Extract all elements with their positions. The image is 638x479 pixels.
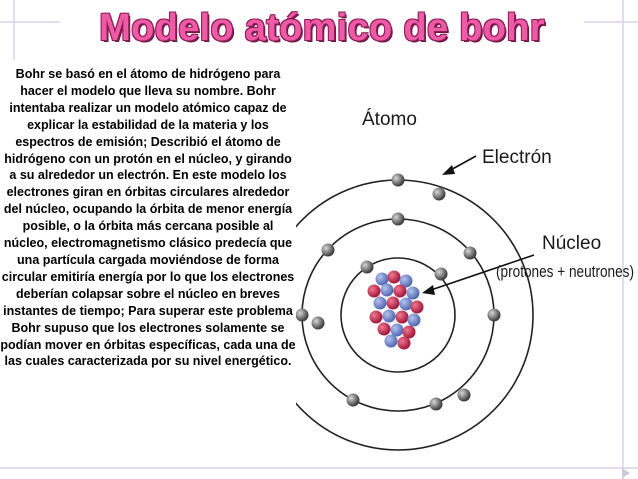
nucleus-sublabel: (protones + neutrones)	[496, 262, 634, 281]
electron	[361, 261, 374, 274]
electron	[433, 188, 446, 201]
slide-title: Modelo atómico de bohr	[99, 7, 545, 49]
nucleus	[368, 271, 424, 350]
slide-body-text: Bohr se basó en el átomo de hidrógeno para hacer el modelo que lleva su nombre. Bohr intentaba realizar un modelo atómico capaz de explicar la estabilidad de la materia y los espectros de emisión; Describió el átomo de hidrógeno con un protón en el núcleo, y girando a su alrededor un electrón. En este modelo los electrones giran en órbitas circulares alrededor del núcleo, ocupando la órbita de menor energía posible, o la órbita más cercana posible al núcleo, electromagnetismo clásico predecía que una partícula cargada moviéndose de forma circular emitiría energía por lo que los electrones deberían colapsar sobre el núcleo en breves instantes de tiempo; Para superar este problema Bohr supuso que los electrones solamente se podían mover en órbitas específicas, cada una de las cuales caracterizada por su nivel energético.	[0, 67, 296, 369]
electron-label: Electrón	[482, 147, 552, 168]
slide-next-arrow-icon	[622, 468, 630, 478]
electron	[347, 394, 360, 407]
electron	[312, 317, 325, 330]
electron	[322, 244, 335, 257]
electron-pointer-arrow	[442, 156, 476, 175]
electron	[464, 247, 477, 260]
electron	[392, 174, 405, 187]
electron	[430, 398, 443, 411]
atom-label: Átomo	[362, 109, 417, 130]
electron	[488, 309, 501, 322]
electron	[392, 213, 405, 226]
electron	[296, 309, 309, 322]
bohr-atom-diagram	[296, 95, 638, 455]
nucleus-label: Núcleo	[542, 233, 602, 254]
electron	[435, 268, 448, 281]
electron	[458, 389, 471, 402]
